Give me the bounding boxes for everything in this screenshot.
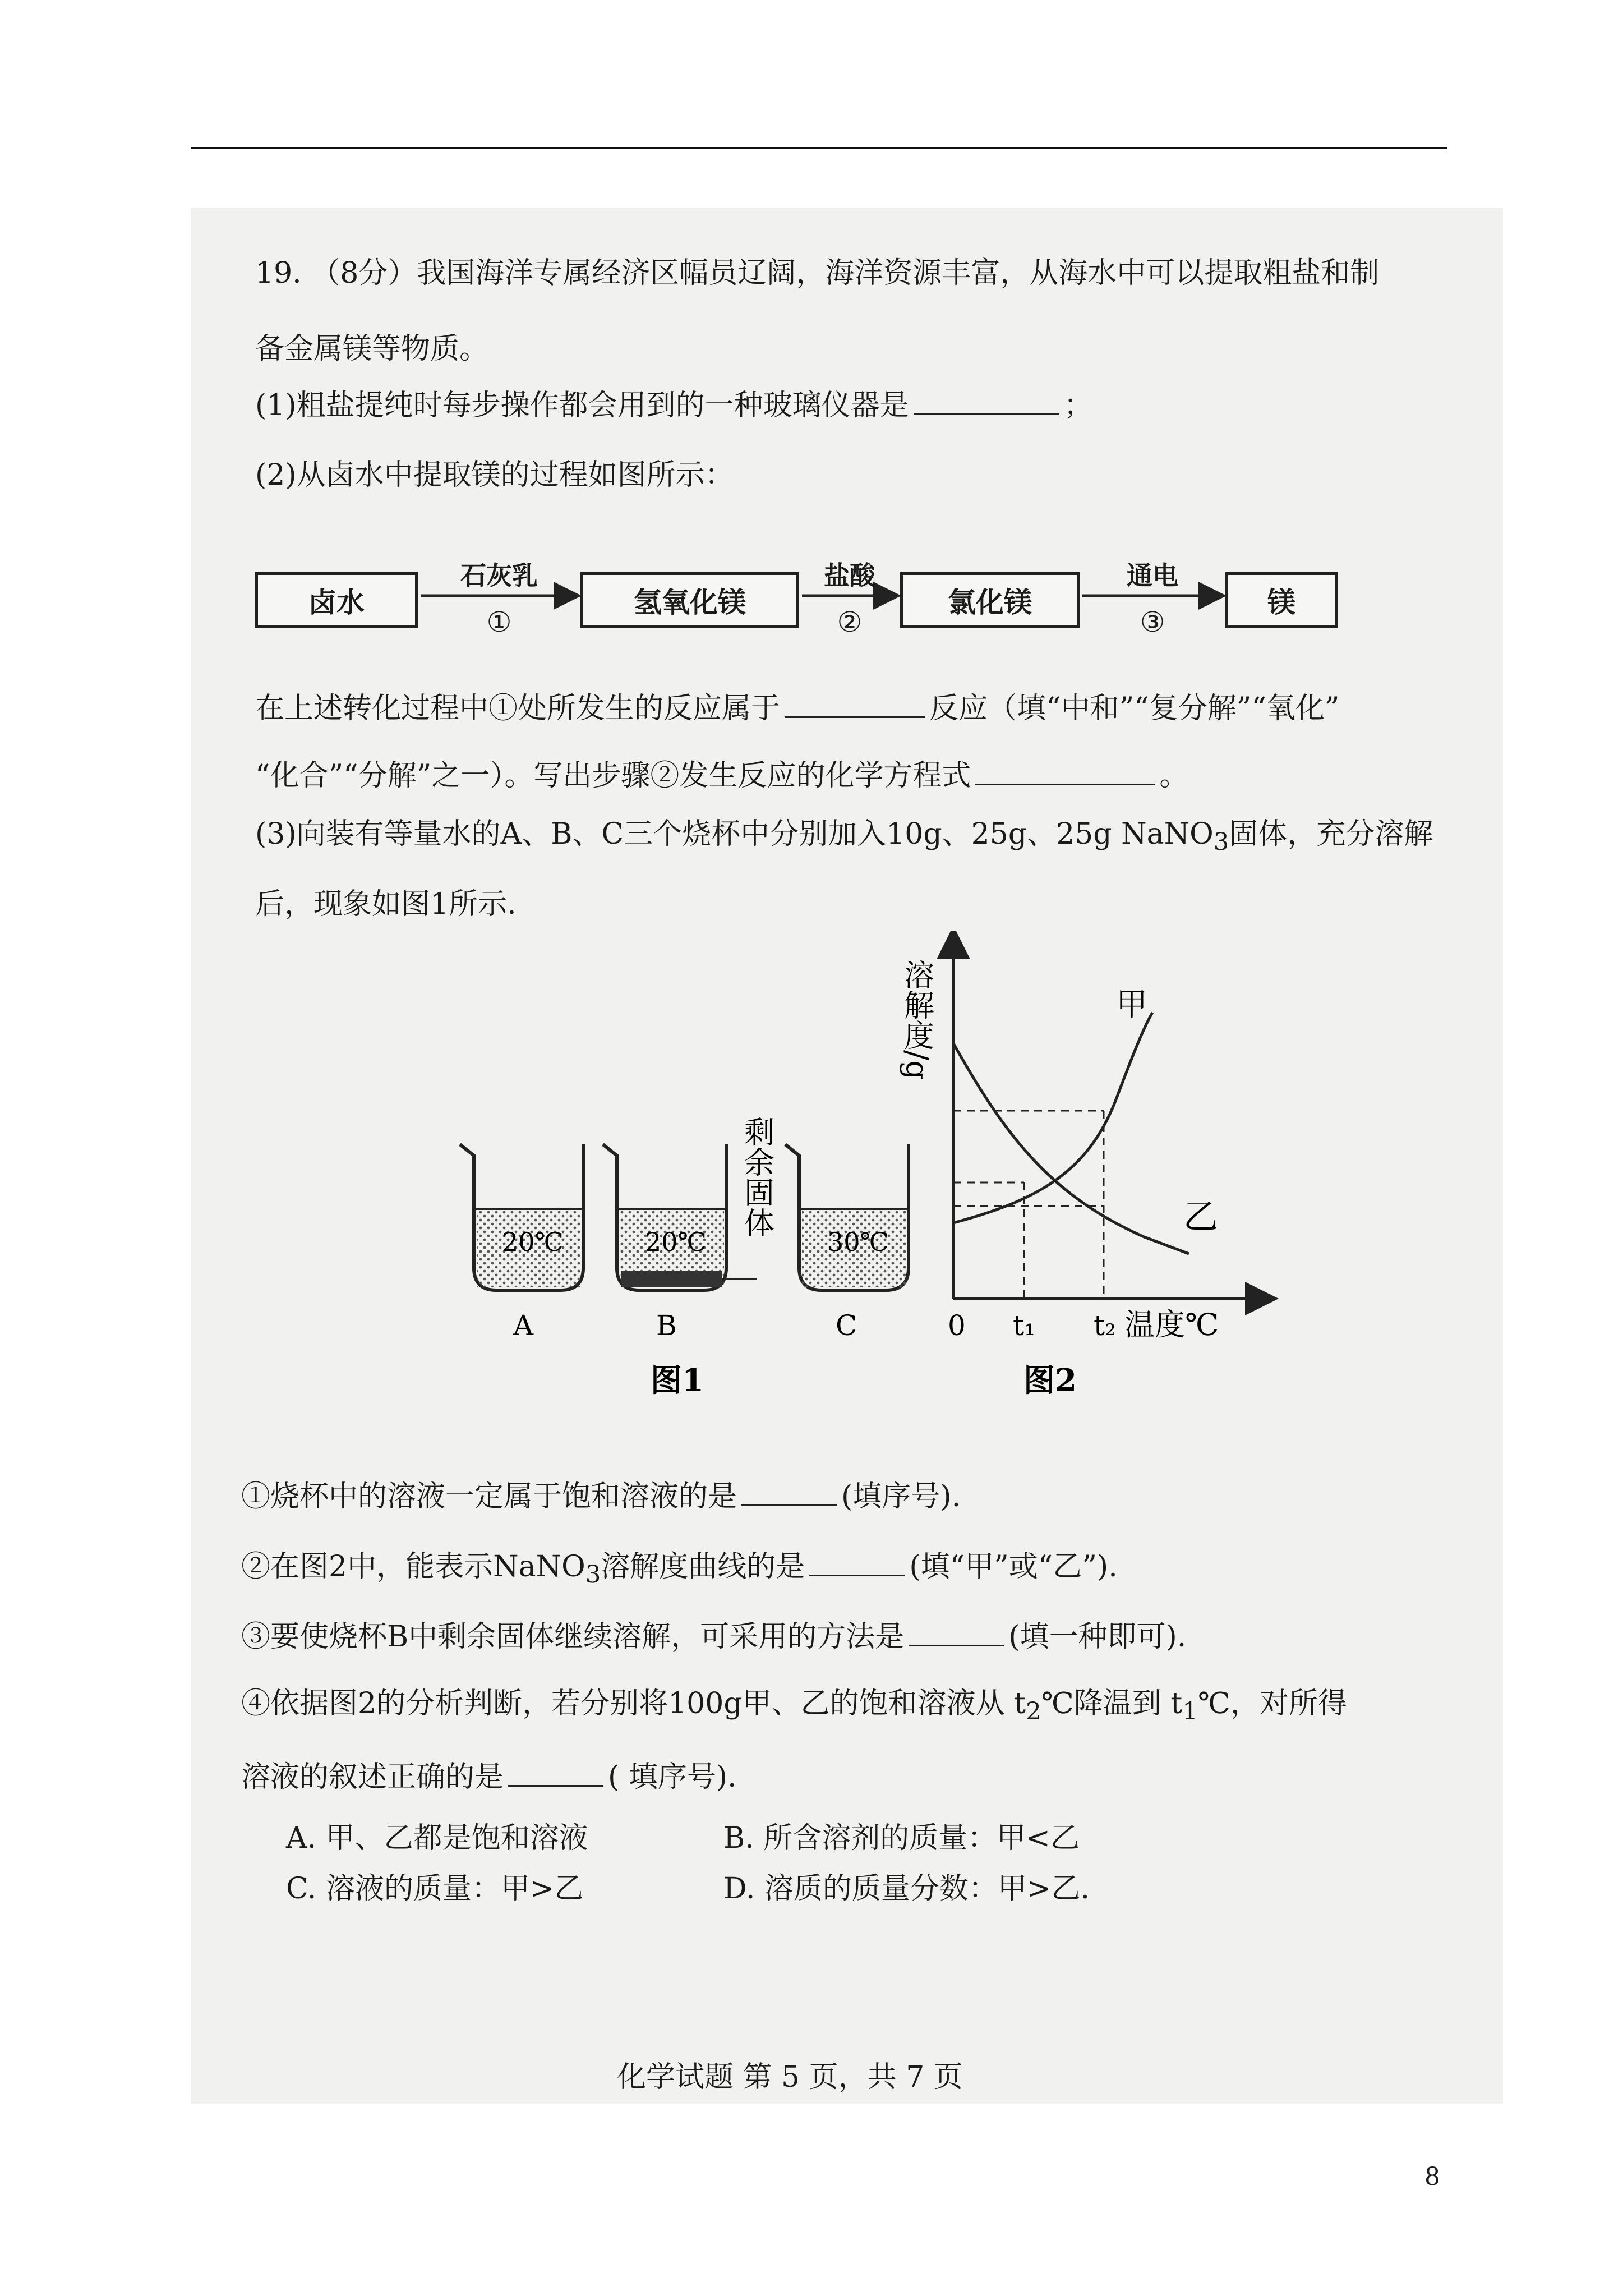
flow-box-mg-chloride: 氯化镁: [900, 572, 1080, 628]
solubility-ylabel: 溶解度/g: [899, 959, 935, 1080]
arrow-3-reagent: 通电: [1127, 560, 1178, 591]
t1-label: t₁: [1013, 1309, 1036, 1342]
arrow-3-step: ③: [1140, 606, 1165, 638]
part-2: (2)从卤水中提取镁的过程如图所示：: [255, 458, 734, 492]
part-3-line-2: 后，现象如图1所示.: [255, 887, 517, 921]
curve-yi-label: 乙: [1183, 1196, 1219, 1237]
figures: [443, 931, 1284, 1425]
flow-box-brine: 卤水: [255, 572, 418, 628]
flow-box-mg-hydroxide: 氢氧化镁: [580, 572, 799, 628]
beaker-c: [785, 1144, 909, 1290]
curve-jia-label: 甲: [1116, 987, 1147, 1023]
option-c: C. 溶液的质量：甲>乙: [286, 1872, 584, 1906]
solubility-chart: [900, 942, 1262, 1342]
residue-label: 剩余固体: [739, 1116, 775, 1237]
curve-yi: [953, 1043, 1189, 1254]
curve-jia: [953, 1013, 1152, 1223]
option-a: A. 甲、乙都是饱和溶液: [286, 1821, 588, 1855]
reaction-type-line: 在上述转化过程中①处所发生的反应属于 反应（填“中和”“复分解”“氧化”: [255, 687, 1340, 726]
arrow-1-step: ①: [486, 606, 512, 638]
beaker-b-label: B: [656, 1309, 677, 1342]
beaker-c-label: C: [836, 1309, 857, 1342]
beaker-a-temp: 20℃: [502, 1227, 564, 1257]
option-b: B. 所含溶剂的质量：甲<乙: [723, 1821, 1080, 1855]
beaker-a-label: A: [513, 1309, 534, 1342]
beaker-b-temp: 20℃: [645, 1227, 707, 1257]
answer-blank-1: [914, 384, 1059, 415]
figure-2-caption: 图2: [1023, 1362, 1077, 1399]
t2-label: t₂: [1094, 1309, 1117, 1342]
part-1: (1)粗盐提纯时每步操作都会用到的一种玻璃仪器是 ；: [255, 384, 1093, 424]
part-3-line-1: (3)向装有等量水的A、B、C三个烧杯中分别加入10g、25g、25g NaNO$_3$固体，充分溶解: [255, 817, 1433, 857]
arrow-2-reagent: 盐酸: [824, 560, 875, 591]
answer-blank-6: [909, 1616, 1004, 1646]
subquestion-4-cont: 溶液的叙述正确的是 ( 填序号).: [241, 1756, 737, 1795]
origin-label: 0: [948, 1309, 966, 1342]
question-line-2: 备金属镁等物质。: [255, 332, 489, 366]
solubility-xlabel: 温度℃: [1124, 1307, 1219, 1342]
flow-box-mg: 镁: [1225, 572, 1338, 628]
equation-line: “化合”“分解”之一）。写出步骤②发生反应的化学方程式 。: [255, 754, 1188, 794]
subquestion-2: ②在图2中，能表示NaNO$_3$溶解度曲线的是 (填“甲”或“乙”).: [241, 1545, 1118, 1593]
beaker-c-temp: 30℃: [827, 1227, 889, 1257]
figure-1-caption: 图1: [651, 1362, 704, 1399]
answer-blank-5: [809, 1545, 905, 1576]
subquestion-1: ①烧杯中的溶液一定属于饱和溶液的是 (填序号).: [241, 1475, 961, 1515]
question-line-1: 19. （8分）我国海洋专属经济区幅员辽阔，海洋资源丰富，从海水中可以提取粗盐和制: [255, 256, 1380, 290]
arrow-2-step: ②: [837, 606, 863, 638]
page-number: 8: [1424, 2162, 1440, 2191]
beaker-b-residue: [621, 1271, 722, 1287]
extraction-flowchart: [255, 555, 1349, 645]
answer-blank-3: [975, 754, 1155, 785]
answer-blank-4: [741, 1475, 837, 1506]
answer-blank-7: [508, 1756, 603, 1787]
beaker-b: [603, 1144, 726, 1290]
page-footer: 化学试题 第 5 页，共 7 页: [617, 2060, 963, 2094]
option-d: D. 溶质的质量分数：甲>乙.: [723, 1872, 1090, 1906]
arrow-1-reagent: 石灰乳: [460, 560, 538, 591]
answer-blank-2: [785, 687, 925, 718]
beaker-a: [460, 1144, 583, 1290]
top-rule: [191, 147, 1447, 149]
subquestion-3: ③要使烧杯B中剩余固体继续溶解，可采用的方法是 (填一种即可).: [241, 1616, 1186, 1655]
subquestion-4: ④依据图2的分析判断，若分别将100g甲、乙的饱和溶液从 $t_2℃$降温到 $t_1℃$，对所得: [241, 1687, 1347, 1726]
